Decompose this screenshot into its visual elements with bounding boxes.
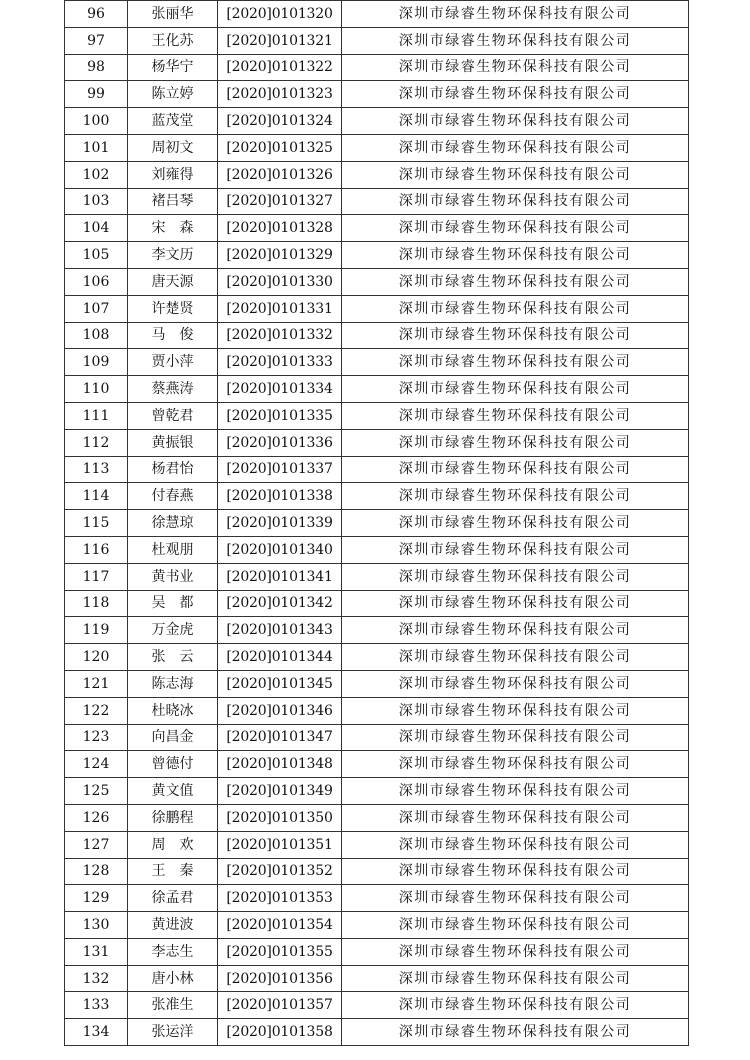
person-name: 杨君怡 bbox=[128, 456, 218, 483]
organization-name: 深圳市绿睿生物环保科技有限公司 bbox=[342, 242, 689, 269]
table-row bbox=[65, 322, 689, 349]
table-row bbox=[65, 751, 689, 778]
row-number: 128 bbox=[65, 858, 128, 885]
organization-name: 深圳市绿睿生物环保科技有限公司 bbox=[342, 724, 689, 751]
organization-name: 深圳市绿睿生物环保科技有限公司 bbox=[342, 804, 689, 831]
certificate-number: [2020]0101320 bbox=[218, 1, 342, 28]
certificate-number: [2020]0101325 bbox=[218, 134, 342, 161]
organization-name: 深圳市绿睿生物环保科技有限公司 bbox=[342, 188, 689, 215]
organization-name: 深圳市绿睿生物环保科技有限公司 bbox=[342, 376, 689, 403]
row-number: 111 bbox=[65, 402, 128, 429]
certificate-number: [2020]0101351 bbox=[218, 831, 342, 858]
certificate-number: [2020]0101334 bbox=[218, 376, 342, 403]
certificate-number: [2020]0101336 bbox=[218, 429, 342, 456]
organization-name: 深圳市绿睿生物环保科技有限公司 bbox=[342, 54, 689, 81]
table-row bbox=[65, 54, 689, 81]
certificate-number: [2020]0101341 bbox=[218, 563, 342, 590]
table-row bbox=[65, 617, 689, 644]
person-name: 杨华宁 bbox=[128, 54, 218, 81]
person-name: 付春燕 bbox=[128, 483, 218, 510]
organization-name: 深圳市绿睿生物环保科技有限公司 bbox=[342, 349, 689, 376]
organization-name: 深圳市绿睿生物环保科技有限公司 bbox=[342, 644, 689, 671]
organization-name: 深圳市绿睿生物环保科技有限公司 bbox=[342, 590, 689, 617]
row-number: 97 bbox=[65, 27, 128, 54]
certificate-number: [2020]0101339 bbox=[218, 510, 342, 537]
certificate-number: [2020]0101329 bbox=[218, 242, 342, 269]
table-row bbox=[65, 778, 689, 805]
row-number: 121 bbox=[65, 670, 128, 697]
row-number: 122 bbox=[65, 697, 128, 724]
organization-name: 深圳市绿睿生物环保科技有限公司 bbox=[342, 912, 689, 939]
table-row bbox=[65, 161, 689, 188]
person-name: 王化苏 bbox=[128, 27, 218, 54]
certificate-table bbox=[64, 0, 689, 1046]
organization-name: 深圳市绿睿生物环保科技有限公司 bbox=[342, 161, 689, 188]
certificate-number: [2020]0101327 bbox=[218, 188, 342, 215]
certificate-number: [2020]0101358 bbox=[218, 1019, 342, 1046]
row-number: 106 bbox=[65, 268, 128, 295]
row-number: 98 bbox=[65, 54, 128, 81]
person-name: 陈立婷 bbox=[128, 81, 218, 108]
organization-name: 深圳市绿睿生物环保科技有限公司 bbox=[342, 938, 689, 965]
table-row bbox=[65, 242, 689, 269]
person-name: 蔡燕涛 bbox=[128, 376, 218, 403]
organization-name: 深圳市绿睿生物环保科技有限公司 bbox=[342, 992, 689, 1019]
person-name: 张准生 bbox=[128, 992, 218, 1019]
certificate-number: [2020]0101350 bbox=[218, 804, 342, 831]
organization-name: 深圳市绿睿生物环保科技有限公司 bbox=[342, 215, 689, 242]
row-number: 130 bbox=[65, 912, 128, 939]
table-row bbox=[65, 563, 689, 590]
table-row bbox=[65, 724, 689, 751]
person-name: 周 欢 bbox=[128, 831, 218, 858]
table-row bbox=[65, 81, 689, 108]
table-row bbox=[65, 885, 689, 912]
organization-name: 深圳市绿睿生物环保科技有限公司 bbox=[342, 563, 689, 590]
organization-name: 深圳市绿睿生物环保科技有限公司 bbox=[342, 1, 689, 28]
certificate-number: [2020]0101346 bbox=[218, 697, 342, 724]
row-number: 125 bbox=[65, 778, 128, 805]
table-row bbox=[65, 429, 689, 456]
certificate-number: [2020]0101323 bbox=[218, 81, 342, 108]
organization-name: 深圳市绿睿生物环保科技有限公司 bbox=[342, 858, 689, 885]
person-name: 蓝茂堂 bbox=[128, 108, 218, 135]
row-number: 129 bbox=[65, 885, 128, 912]
table-row bbox=[65, 510, 689, 537]
certificate-number: [2020]0101355 bbox=[218, 938, 342, 965]
person-name: 张运洋 bbox=[128, 1019, 218, 1046]
row-number: 96 bbox=[65, 1, 128, 28]
certificate-number: [2020]0101354 bbox=[218, 912, 342, 939]
table-row bbox=[65, 295, 689, 322]
row-number: 112 bbox=[65, 429, 128, 456]
table-row bbox=[65, 992, 689, 1019]
organization-name: 深圳市绿睿生物环保科技有限公司 bbox=[342, 670, 689, 697]
table-row bbox=[65, 938, 689, 965]
organization-name: 深圳市绿睿生物环保科技有限公司 bbox=[342, 778, 689, 805]
person-name: 吴 都 bbox=[128, 590, 218, 617]
row-number: 107 bbox=[65, 295, 128, 322]
row-number: 104 bbox=[65, 215, 128, 242]
row-number: 127 bbox=[65, 831, 128, 858]
row-number: 120 bbox=[65, 644, 128, 671]
organization-name: 深圳市绿睿生物环保科技有限公司 bbox=[342, 134, 689, 161]
person-name: 黄文值 bbox=[128, 778, 218, 805]
person-name: 马 俊 bbox=[128, 322, 218, 349]
organization-name: 深圳市绿睿生物环保科技有限公司 bbox=[342, 27, 689, 54]
table-row bbox=[65, 536, 689, 563]
certificate-number: [2020]0101357 bbox=[218, 992, 342, 1019]
row-number: 116 bbox=[65, 536, 128, 563]
row-number: 132 bbox=[65, 965, 128, 992]
certificate-number: [2020]0101337 bbox=[218, 456, 342, 483]
person-name: 宋 森 bbox=[128, 215, 218, 242]
organization-name: 深圳市绿睿生物环保科技有限公司 bbox=[342, 697, 689, 724]
table-row bbox=[65, 644, 689, 671]
person-name: 唐小林 bbox=[128, 965, 218, 992]
organization-name: 深圳市绿睿生物环保科技有限公司 bbox=[342, 510, 689, 537]
row-number: 117 bbox=[65, 563, 128, 590]
certificate-number: [2020]0101335 bbox=[218, 402, 342, 429]
row-number: 133 bbox=[65, 992, 128, 1019]
certificate-number: [2020]0101322 bbox=[218, 54, 342, 81]
certificate-number: [2020]0101340 bbox=[218, 536, 342, 563]
table-row bbox=[65, 831, 689, 858]
row-number: 115 bbox=[65, 510, 128, 537]
row-number: 101 bbox=[65, 134, 128, 161]
person-name: 黄书业 bbox=[128, 563, 218, 590]
table-row bbox=[65, 670, 689, 697]
organization-name: 深圳市绿睿生物环保科技有限公司 bbox=[342, 295, 689, 322]
organization-name: 深圳市绿睿生物环保科技有限公司 bbox=[342, 456, 689, 483]
table-row bbox=[65, 108, 689, 135]
certificate-number: [2020]0101342 bbox=[218, 590, 342, 617]
person-name: 徐慧琼 bbox=[128, 510, 218, 537]
row-number: 102 bbox=[65, 161, 128, 188]
row-number: 108 bbox=[65, 322, 128, 349]
organization-name: 深圳市绿睿生物环保科技有限公司 bbox=[342, 402, 689, 429]
table-row bbox=[65, 858, 689, 885]
person-name: 杜观朋 bbox=[128, 536, 218, 563]
certificate-number: [2020]0101326 bbox=[218, 161, 342, 188]
row-number: 131 bbox=[65, 938, 128, 965]
table-row bbox=[65, 134, 689, 161]
person-name: 曾乾君 bbox=[128, 402, 218, 429]
row-number: 126 bbox=[65, 804, 128, 831]
row-number: 118 bbox=[65, 590, 128, 617]
table-row bbox=[65, 590, 689, 617]
organization-name: 深圳市绿睿生物环保科技有限公司 bbox=[342, 831, 689, 858]
organization-name: 深圳市绿睿生物环保科技有限公司 bbox=[342, 81, 689, 108]
person-name: 李文历 bbox=[128, 242, 218, 269]
row-number: 99 bbox=[65, 81, 128, 108]
person-name: 贾小萍 bbox=[128, 349, 218, 376]
row-number: 103 bbox=[65, 188, 128, 215]
certificate-number: [2020]0101356 bbox=[218, 965, 342, 992]
row-number: 109 bbox=[65, 349, 128, 376]
row-number: 123 bbox=[65, 724, 128, 751]
table-row bbox=[65, 268, 689, 295]
person-name: 黄进波 bbox=[128, 912, 218, 939]
certificate-number: [2020]0101332 bbox=[218, 322, 342, 349]
row-number: 124 bbox=[65, 751, 128, 778]
organization-name: 深圳市绿睿生物环保科技有限公司 bbox=[342, 617, 689, 644]
person-name: 李志生 bbox=[128, 938, 218, 965]
certificate-number: [2020]0101353 bbox=[218, 885, 342, 912]
table-row bbox=[65, 349, 689, 376]
person-name: 徐孟君 bbox=[128, 885, 218, 912]
row-number: 134 bbox=[65, 1019, 128, 1046]
organization-name: 深圳市绿睿生物环保科技有限公司 bbox=[342, 965, 689, 992]
person-name: 刘雍得 bbox=[128, 161, 218, 188]
table-row bbox=[65, 456, 689, 483]
row-number: 105 bbox=[65, 242, 128, 269]
certificate-number: [2020]0101352 bbox=[218, 858, 342, 885]
row-number: 110 bbox=[65, 376, 128, 403]
certificate-number: [2020]0101338 bbox=[218, 483, 342, 510]
person-name: 王 秦 bbox=[128, 858, 218, 885]
person-name: 向昌金 bbox=[128, 724, 218, 751]
table-row bbox=[65, 1019, 689, 1046]
table-row bbox=[65, 804, 689, 831]
certificate-number: [2020]0101343 bbox=[218, 617, 342, 644]
table-row bbox=[65, 215, 689, 242]
row-number: 100 bbox=[65, 108, 128, 135]
table-row bbox=[65, 188, 689, 215]
organization-name: 深圳市绿睿生物环保科技有限公司 bbox=[342, 483, 689, 510]
organization-name: 深圳市绿睿生物环保科技有限公司 bbox=[342, 536, 689, 563]
person-name: 唐天源 bbox=[128, 268, 218, 295]
table-row bbox=[65, 402, 689, 429]
certificate-number: [2020]0101328 bbox=[218, 215, 342, 242]
organization-name: 深圳市绿睿生物环保科技有限公司 bbox=[342, 751, 689, 778]
table-row bbox=[65, 912, 689, 939]
table-row bbox=[65, 27, 689, 54]
organization-name: 深圳市绿睿生物环保科技有限公司 bbox=[342, 885, 689, 912]
organization-name: 深圳市绿睿生物环保科技有限公司 bbox=[342, 268, 689, 295]
table-body bbox=[65, 1, 689, 1046]
certificate-number: [2020]0101345 bbox=[218, 670, 342, 697]
organization-name: 深圳市绿睿生物环保科技有限公司 bbox=[342, 429, 689, 456]
row-number: 113 bbox=[65, 456, 128, 483]
certificate-number: [2020]0101331 bbox=[218, 295, 342, 322]
table-row bbox=[65, 697, 689, 724]
person-name: 张丽华 bbox=[128, 1, 218, 28]
person-name: 陈志海 bbox=[128, 670, 218, 697]
person-name: 曾德付 bbox=[128, 751, 218, 778]
table-row bbox=[65, 376, 689, 403]
table-row bbox=[65, 1, 689, 28]
certificate-number: [2020]0101324 bbox=[218, 108, 342, 135]
person-name: 周初文 bbox=[128, 134, 218, 161]
certificate-number: [2020]0101321 bbox=[218, 27, 342, 54]
table-row bbox=[65, 483, 689, 510]
person-name: 张 云 bbox=[128, 644, 218, 671]
person-name: 许楚贤 bbox=[128, 295, 218, 322]
organization-name: 深圳市绿睿生物环保科技有限公司 bbox=[342, 1019, 689, 1046]
certificate-number: [2020]0101348 bbox=[218, 751, 342, 778]
organization-name: 深圳市绿睿生物环保科技有限公司 bbox=[342, 322, 689, 349]
table-row bbox=[65, 965, 689, 992]
row-number: 114 bbox=[65, 483, 128, 510]
person-name: 杜晓冰 bbox=[128, 697, 218, 724]
certificate-number: [2020]0101349 bbox=[218, 778, 342, 805]
certificate-number: [2020]0101330 bbox=[218, 268, 342, 295]
certificate-number: [2020]0101344 bbox=[218, 644, 342, 671]
organization-name: 深圳市绿睿生物环保科技有限公司 bbox=[342, 108, 689, 135]
certificate-number: [2020]0101333 bbox=[218, 349, 342, 376]
person-name: 褚吕琴 bbox=[128, 188, 218, 215]
person-name: 徐鹏程 bbox=[128, 804, 218, 831]
person-name: 黄振银 bbox=[128, 429, 218, 456]
person-name: 万金虎 bbox=[128, 617, 218, 644]
certificate-number: [2020]0101347 bbox=[218, 724, 342, 751]
document-page bbox=[64, 0, 688, 1046]
row-number: 119 bbox=[65, 617, 128, 644]
